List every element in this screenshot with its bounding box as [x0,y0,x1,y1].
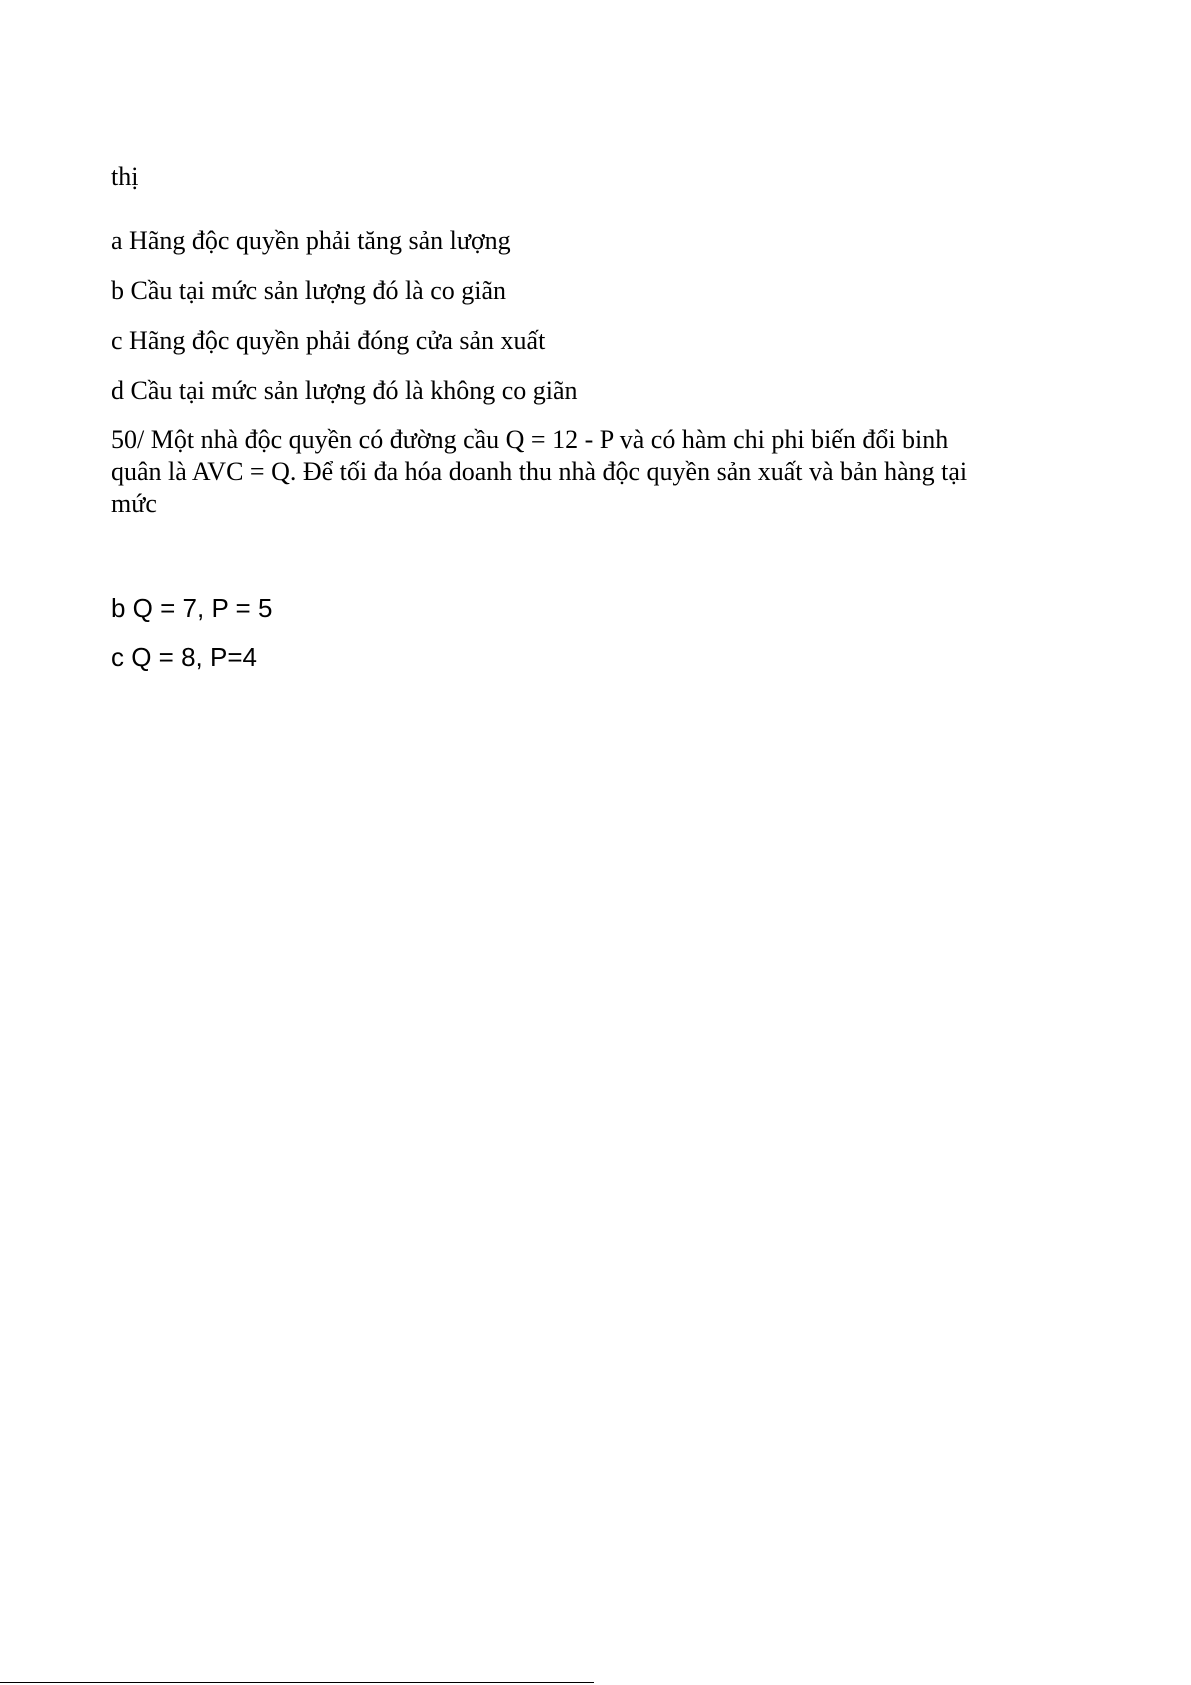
continuation-text: thị [111,162,139,191]
option-a: a Hãng độc quyền phải tăng sản lượng [111,226,511,255]
question-50-line-1: 50/ Một nhà độc quyền có đường cầu Q = 12 - P và có hàm chi phi biến đổi binh [111,425,949,454]
question-50-option-b: b Q = 7, P = 5 [111,593,273,623]
option-c: c Hãng độc quyền phải đóng cửa sản xuất [111,326,546,355]
footer-rule [0,1682,594,1683]
question-50-line-3: mức [111,489,157,518]
question-50-option-c: c Q = 8, P=4 [111,642,257,672]
question-50-line-2: quân là AVC = Q. Để tối đa hóa doanh thu nhà độc quyền sản xuất và bản hàng tại [111,457,968,486]
option-d: d Cầu tại mức sản lượng đó là không co giãn [111,376,578,405]
option-b: b Cầu tại mức sản lượng đó là co giãn [111,276,507,305]
question-50 [111,424,1031,520]
